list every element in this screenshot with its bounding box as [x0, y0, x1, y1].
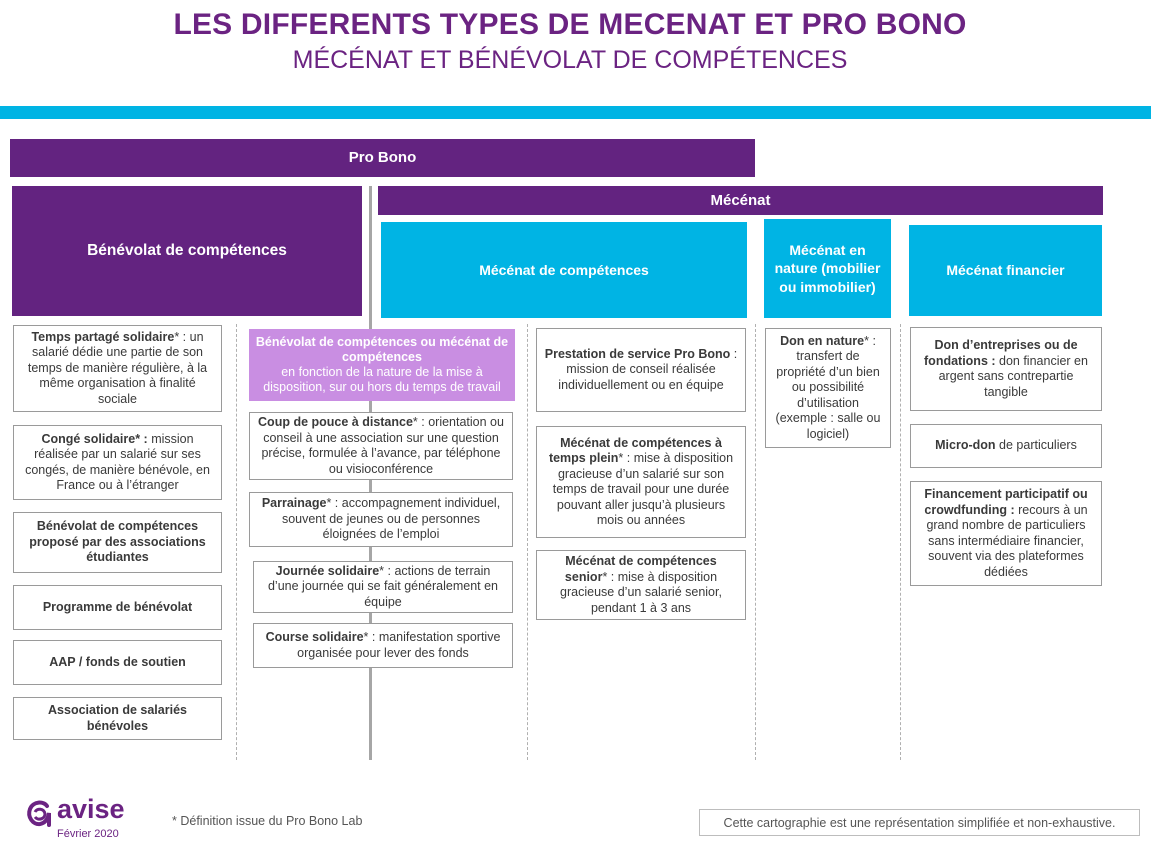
- list-item: Temps partagé solidaire* : un salarié dédie une partie de son temps de manière régulière, à la même organisation à finalité sociale: [13, 325, 222, 412]
- page-subtitle: MÉCÉNAT ET BÉNÉVOLAT DE COMPÉTENCES: [292, 46, 848, 74]
- mecenat-nature-header: Mécénat en nature (mobilier ou immobilier): [764, 219, 891, 318]
- list-item: AAP / fonds de soutien: [13, 640, 222, 685]
- dashed-divider: [236, 324, 237, 760]
- dashed-divider: [900, 324, 901, 760]
- mecenat-header: Mécénat: [378, 186, 1103, 215]
- mecenat-competences-header: Mécénat de compétences: [381, 222, 747, 318]
- shared-highlight-box: Bénévolat de compétences ou mécénat de compétences en fonction de la nature de la mise à disposition, sur ou hors du temps de travail: [249, 329, 515, 401]
- logo-text: avise: [57, 794, 125, 824]
- list-item: Course solidaire* : manifestation sportive organisée pour lever des fonds: [253, 623, 513, 668]
- list-item: Programme de bénévolat: [13, 585, 222, 630]
- list-item: Congé solidaire* : mission réalisée par un salarié sur ses congés, de manière bénévole, en France ou à l’étranger: [13, 425, 222, 500]
- list-item: Association de salariés bénévoles: [13, 697, 222, 740]
- page-title: LES DIFFERENTS TYPES DE MECENAT ET PRO BONO: [173, 8, 967, 41]
- pro-bono-header: Pro Bono: [10, 139, 755, 177]
- dashed-divider: [755, 324, 756, 760]
- date-label: Février 2020: [57, 828, 119, 840]
- list-item: Micro-don de particuliers: [910, 424, 1102, 468]
- dashed-divider: [527, 324, 528, 760]
- list-item: Don d’entreprises ou de fondations : don financier en argent sans contrepartie tangible: [910, 327, 1102, 411]
- header-band: [0, 106, 1151, 119]
- mecenat-financier-header: Mécénat financier: [909, 225, 1102, 316]
- footnote: * Définition issue du Pro Bono Lab: [172, 814, 363, 828]
- list-item: Don en nature* : transfert de propriété d’un bien ou possibilité d’utilisation (exemple : salle ou logiciel): [765, 328, 891, 448]
- list-item: Journée solidaire* : actions de terrain d’une journée qui se fait généralement en équipe: [253, 561, 513, 613]
- disclaimer-box: Cette cartographie est une représentation simplifiée et non-exhaustive.: [699, 809, 1140, 836]
- benevolat-competences-header: Bénévolat de compétences: [12, 186, 362, 316]
- list-item: Bénévolat de compétences proposé par des associations étudiantes: [13, 512, 222, 573]
- list-item: Coup de pouce à distance* : orientation ou conseil à une association sur une question précise, formulée à l’avance, par téléphone ou visioconférence: [249, 412, 513, 480]
- list-item: Mécénat de compétences senior* : mise à disposition gracieuse d’un salarié senior, pendant 1 à 3 ans: [536, 550, 746, 620]
- list-item: Parrainage* : accompagnement individuel, souvent de jeunes ou de personnes éloignées de l’emploi: [249, 492, 513, 547]
- avise-logo: [25, 794, 135, 829]
- list-item: Prestation de service Pro Bono : mission de conseil réalisée individuellement ou en équipe: [536, 328, 746, 412]
- avise-logo-icon: [25, 798, 55, 828]
- list-item: Mécénat de compétences à temps plein* : mise à disposition gracieuse d’un salarié sur son temps de travail pour une durée pouvant aller jusqu’à plusieurs mois ou années: [536, 426, 746, 538]
- list-item: Financement participatif ou crowdfunding : recours à un grand nombre de particuliers sans intermédiaire financier, souvent via des plateformes dédiées: [910, 481, 1102, 586]
